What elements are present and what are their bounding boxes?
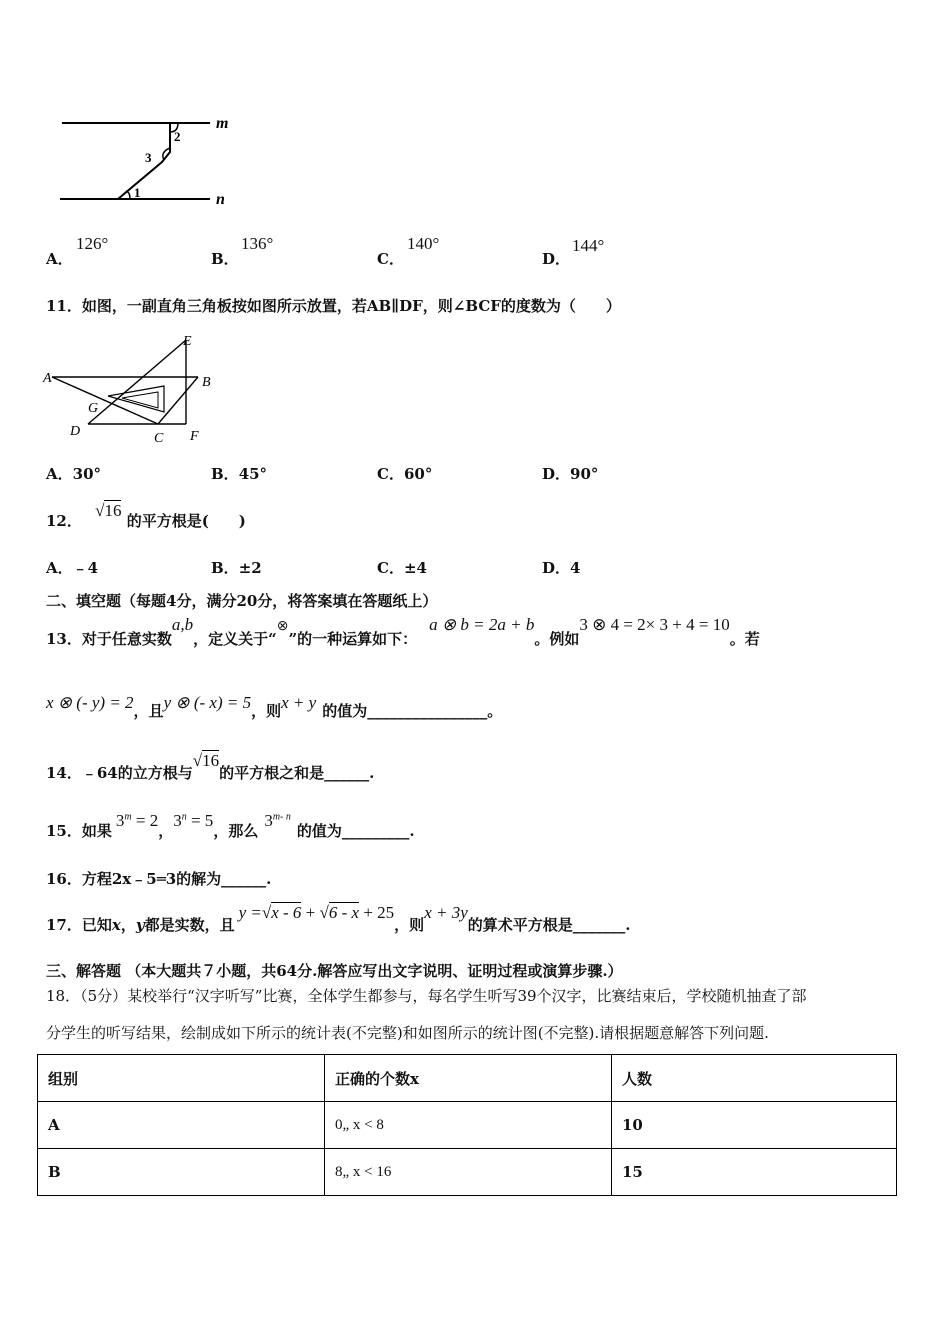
q11-option-d[interactable]: D．90° xyxy=(542,465,599,483)
q13-condition-1: x ⊗ (- y) = 2 xyxy=(46,693,134,712)
q12-sqrt: √16 xyxy=(95,501,122,520)
q16-answer-blank[interactable]: ______ xyxy=(221,870,267,888)
label-n: n xyxy=(216,191,225,208)
table-cell-range: 0„ x < 8 xyxy=(325,1102,612,1149)
label-b: B xyxy=(202,375,211,390)
q12-option-a[interactable]: A．﹣4 xyxy=(46,559,99,577)
table-cell-people: 10 xyxy=(612,1102,897,1149)
table-row xyxy=(38,1149,897,1196)
section-2-title: 二、填空题（每题4分，满分20分，将答案填在答题纸上） xyxy=(46,592,438,610)
q17-expression: x + 3y xyxy=(424,903,468,922)
label-f: F xyxy=(190,429,199,444)
line-ed xyxy=(88,340,186,424)
q11-option-b[interactable]: B．45° xyxy=(211,465,268,483)
table-header-group: 组别 xyxy=(38,1055,325,1102)
q12-number: 12． xyxy=(46,512,82,530)
table-cell-group: B xyxy=(38,1149,325,1196)
q10-option-c-value: 140° xyxy=(407,234,440,253)
section-3-title: 三、解答题 （本大题共７小题，共64分.解答应写出文字说明、证明过程或演算步骤.） xyxy=(46,962,623,980)
q13-expression: x + y xyxy=(281,693,317,712)
q18-stats-table xyxy=(37,1054,897,1196)
label-g: G xyxy=(88,401,99,416)
q12-option-b[interactable]: B．±2 xyxy=(211,559,262,577)
label-2: 2 xyxy=(174,129,181,144)
q10-option-c[interactable]: C． xyxy=(377,250,404,268)
label-d: D xyxy=(70,424,81,439)
q12-option-d[interactable]: D．4 xyxy=(542,559,581,577)
q13-line2: x ⊗ (- y) = 2，且y ⊗ (- x) = 5，则x + y 的值为________________。 xyxy=(46,693,503,720)
q11-stem: 11．如图，一副直角三角板按如图所示放置，若AB∥DF，则∠BCF的度数为（ ） xyxy=(46,297,621,315)
q17-answer-blank[interactable]: _______ xyxy=(572,916,626,934)
q13-otimes: ⊗ xyxy=(276,619,289,634)
line-ac xyxy=(52,377,158,424)
q13-ab: a,b xyxy=(171,615,194,634)
q10-option-b-value: 136° xyxy=(241,234,274,253)
table-header-count: 正确的个数x xyxy=(325,1055,612,1102)
q16-stem: 16．方程2x﹣5═3的解为______. xyxy=(46,870,272,888)
label-3: 3 xyxy=(145,150,152,165)
q10-option-d[interactable]: D． xyxy=(542,250,571,268)
q13-condition-2: y ⊗ (- x) = 5 xyxy=(163,693,252,712)
q13-answer-blank[interactable]: ________________ xyxy=(367,702,488,720)
label-1: 1 xyxy=(134,185,141,200)
q15-expression: 3$^{m- n}$ xyxy=(264,811,291,830)
q14-answer-blank[interactable]: ______ xyxy=(324,764,370,782)
inner-triangle xyxy=(108,386,164,412)
q15-stem: 15．如果3$^m$ = 2，3$^n$ = 5，那么3$^{m- n}$的值为_________. xyxy=(46,811,415,840)
q11-triangle-figure xyxy=(40,330,225,450)
q12-tail: 的平方根是( ) xyxy=(126,512,246,530)
q14-sqrt: √16 xyxy=(192,751,220,770)
q15-answer-blank[interactable]: _________ xyxy=(341,822,410,840)
q10-option-a[interactable]: A． xyxy=(46,250,73,268)
table-cell-people: 15 xyxy=(612,1149,897,1196)
table-cell-range: 8„ x < 16 xyxy=(325,1149,612,1196)
q14-radicand: 16 xyxy=(202,751,220,770)
q12-option-c[interactable]: C．±4 xyxy=(377,559,427,577)
table-cell-group: A xyxy=(38,1102,325,1149)
q14-stem: 14．﹣64的立方根与√16的平方根之和是______. xyxy=(46,751,375,782)
label-a: A xyxy=(43,371,52,386)
q15-eq2: 3$^n$ = 5 xyxy=(173,811,214,830)
q17-stem: 17．已知x，y都是实数，且y =√x - 6 + √6 - x + 25，则x + 3y的算术平方根是_______. xyxy=(46,903,631,934)
q17-equation: y =√x - 6 + √6 - x + 25 xyxy=(238,903,395,922)
q12-radicand: 16 xyxy=(104,501,122,520)
q18-line2: 分学生的听写结果，绘制成如下所示的统计表(不完整)和如图所示的统计图(不完整).请根据题意解答下列问题. xyxy=(46,1024,769,1042)
q10-option-a-value: 126° xyxy=(76,234,109,253)
table-row xyxy=(38,1102,897,1149)
table-header-people: 人数 xyxy=(612,1055,897,1102)
q12-stem xyxy=(46,500,246,530)
table-header-row xyxy=(38,1055,897,1102)
q13-definition: a ⊗ b = 2a + b xyxy=(429,615,535,634)
q11-option-a[interactable]: A．30° xyxy=(46,465,102,483)
label-m: m xyxy=(216,115,229,132)
label-c: C xyxy=(154,431,164,446)
label-e: E xyxy=(183,334,192,349)
q10-option-b[interactable]: B． xyxy=(211,250,239,268)
q13-example: 3 ⊗ 4 = 2× 3 + 4 = 10 xyxy=(579,615,730,634)
q10-parallel-lines-figure xyxy=(50,110,250,215)
broken-line xyxy=(118,123,170,199)
q15-eq1: 3$^m$ = 2 xyxy=(115,811,159,830)
q11-option-c[interactable]: C．60° xyxy=(377,465,433,483)
q18-line1: 18．（5分）某校举行“汉字听写”比赛，全体学生都参与，每名学生听写39个汉字，比赛结束后，学校随机抽查了部 xyxy=(46,987,807,1005)
q10-option-d-value: 144° xyxy=(572,236,605,255)
q13-line1: 13．对于任意实数a,b，定义关于“⊗”的一种运算如下：a ⊗ b = 2a + b。例如3 ⊗ 4 = 2× 3 + 4 = 10。若 xyxy=(46,615,760,648)
